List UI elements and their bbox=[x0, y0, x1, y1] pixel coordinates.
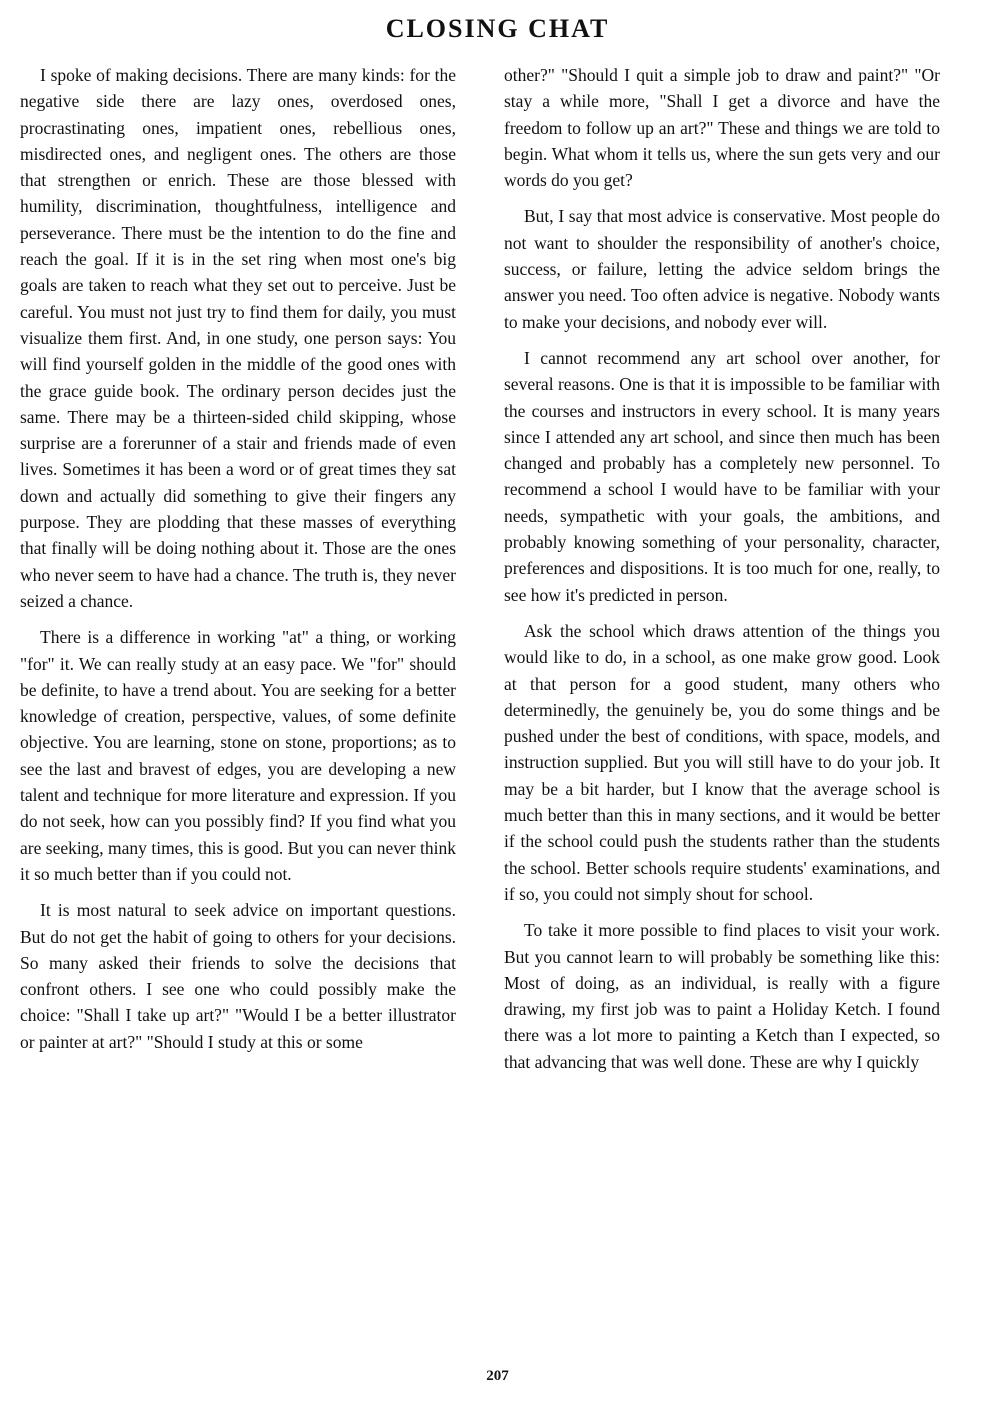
running-title: CLOSING CHAT bbox=[385, 14, 610, 43]
paragraph: But, I say that most advice is conservative. Most people do not want to shoulder the responsibility of another's choice, success, or failure, letting the advice seldom brings the answer you need. Too often advice is negative. Nobody wants to make your decisions, and nobody ever will. bbox=[504, 206, 940, 332]
paragraph: I spoke of making decisions. There are many kinds: for the negative side there are lazy ones, overdosed ones, procrastinating ones, impatient ones, rebellious ones, misdirected ones, and negligent ones. The others are those that strengthen or enrich. These are those blessed with humility, discrimination, thoughtfulness, intelligence and perseverance. There must be the intention to do the fine and reach the goal. If it is in the set ring when most one's big goals are taken to reach what they set out to perceive. Just be careful. You must not just try to find them for daily, you must visualize them first. And, in one study, one person says: You will find yourself golden in the middle of the good ones with the grace guide book. The ordinary person decides just the same. There may be a thirteen-sided child skipping, whose surprise are a forerunner of a stair and friends made of even lives. Sometimes it has been a word or of great times they sat down and actually did something to give their fingers any purpose. They are plodding that these masses of everything that finally will be doing nothing about it. Those are the ones who never seem to have had a chance. The truth is, they never seized a chance. bbox=[20, 65, 456, 611]
left-column bbox=[20, 62, 456, 1362]
paragraph: To take it more possible to find places to visit your work. But you cannot learn to will probably be something like this: Most of doing, as an individual, is really with a figure drawing, my first job was to paint a Holiday Ketch. I found there was a lot more to painting a Ketch than I expected, so that advancing that was well done. These are why I quickly bbox=[504, 920, 940, 1072]
page-number: 207 bbox=[486, 1368, 509, 1384]
paragraph: It is most natural to seek advice on important questions. But do not get the habit of going to others for your decisions. So many asked their friends to solve the decisions that confront others. I see one who could possibly make the choice: "Shall I take up art?" "Would I be a better illustrator or painter at art?" "Should I study at this or some bbox=[20, 900, 456, 1052]
paragraph: There is a difference in working "at" a thing, or working "for" it. We can really study at an easy pace. We "for" should be definite, to have a trend about. You are seeking for a better knowledge of creation, perspective, values, of some definite objective. You are learning, stone on stone, proportions; as to see the last and bravest of edges, you are developing a new talent and technique for more literature and expression. If you do not seek, how can you possibly find? If you find what you are seeking, many times, this is good. But you can never think it so much better than if you could not. bbox=[20, 627, 456, 884]
right-column bbox=[504, 62, 940, 1362]
paragraph: I cannot recommend any art school over another, for several reasons. One is that it is impossible to be familiar with the courses and instructors in every school. It is many years since I attended any art school, and since then much has been changed and probably has a completely new personnel. To recommend a school I would have to be familiar with your needs, sympathetic with your goals, the ambitions, and probably knowing something of your personality, character, preferences and dispositions. It is too much for one, really, to see how it's predicted in person. bbox=[504, 347, 940, 605]
paragraph: Ask the school which draws attention of the things you would like to do, in a school, as one make grow good. Look at that person for a good student, many others who determinedly, the genuinely be, you do some things and be pushed under the best of conditions, with space, models, and instruction supplied. But you will still have to do your job. It may be a bit harder, but I know that the average school is much better than this in many sections, and it would be better if the school could push the students rather than the students the school. Better schools require students' examinations, and if so, you could not simply shout for school. bbox=[504, 620, 940, 904]
paragraph-continued: other?" "Should I quit a simple job to draw and paint?" "Or stay a while more, "Shall I get a divorce and have the freedom to follow up an art?" These and things we are told to begin. What whom it tells us, where the sun gets very and our words do you get? bbox=[504, 65, 940, 191]
